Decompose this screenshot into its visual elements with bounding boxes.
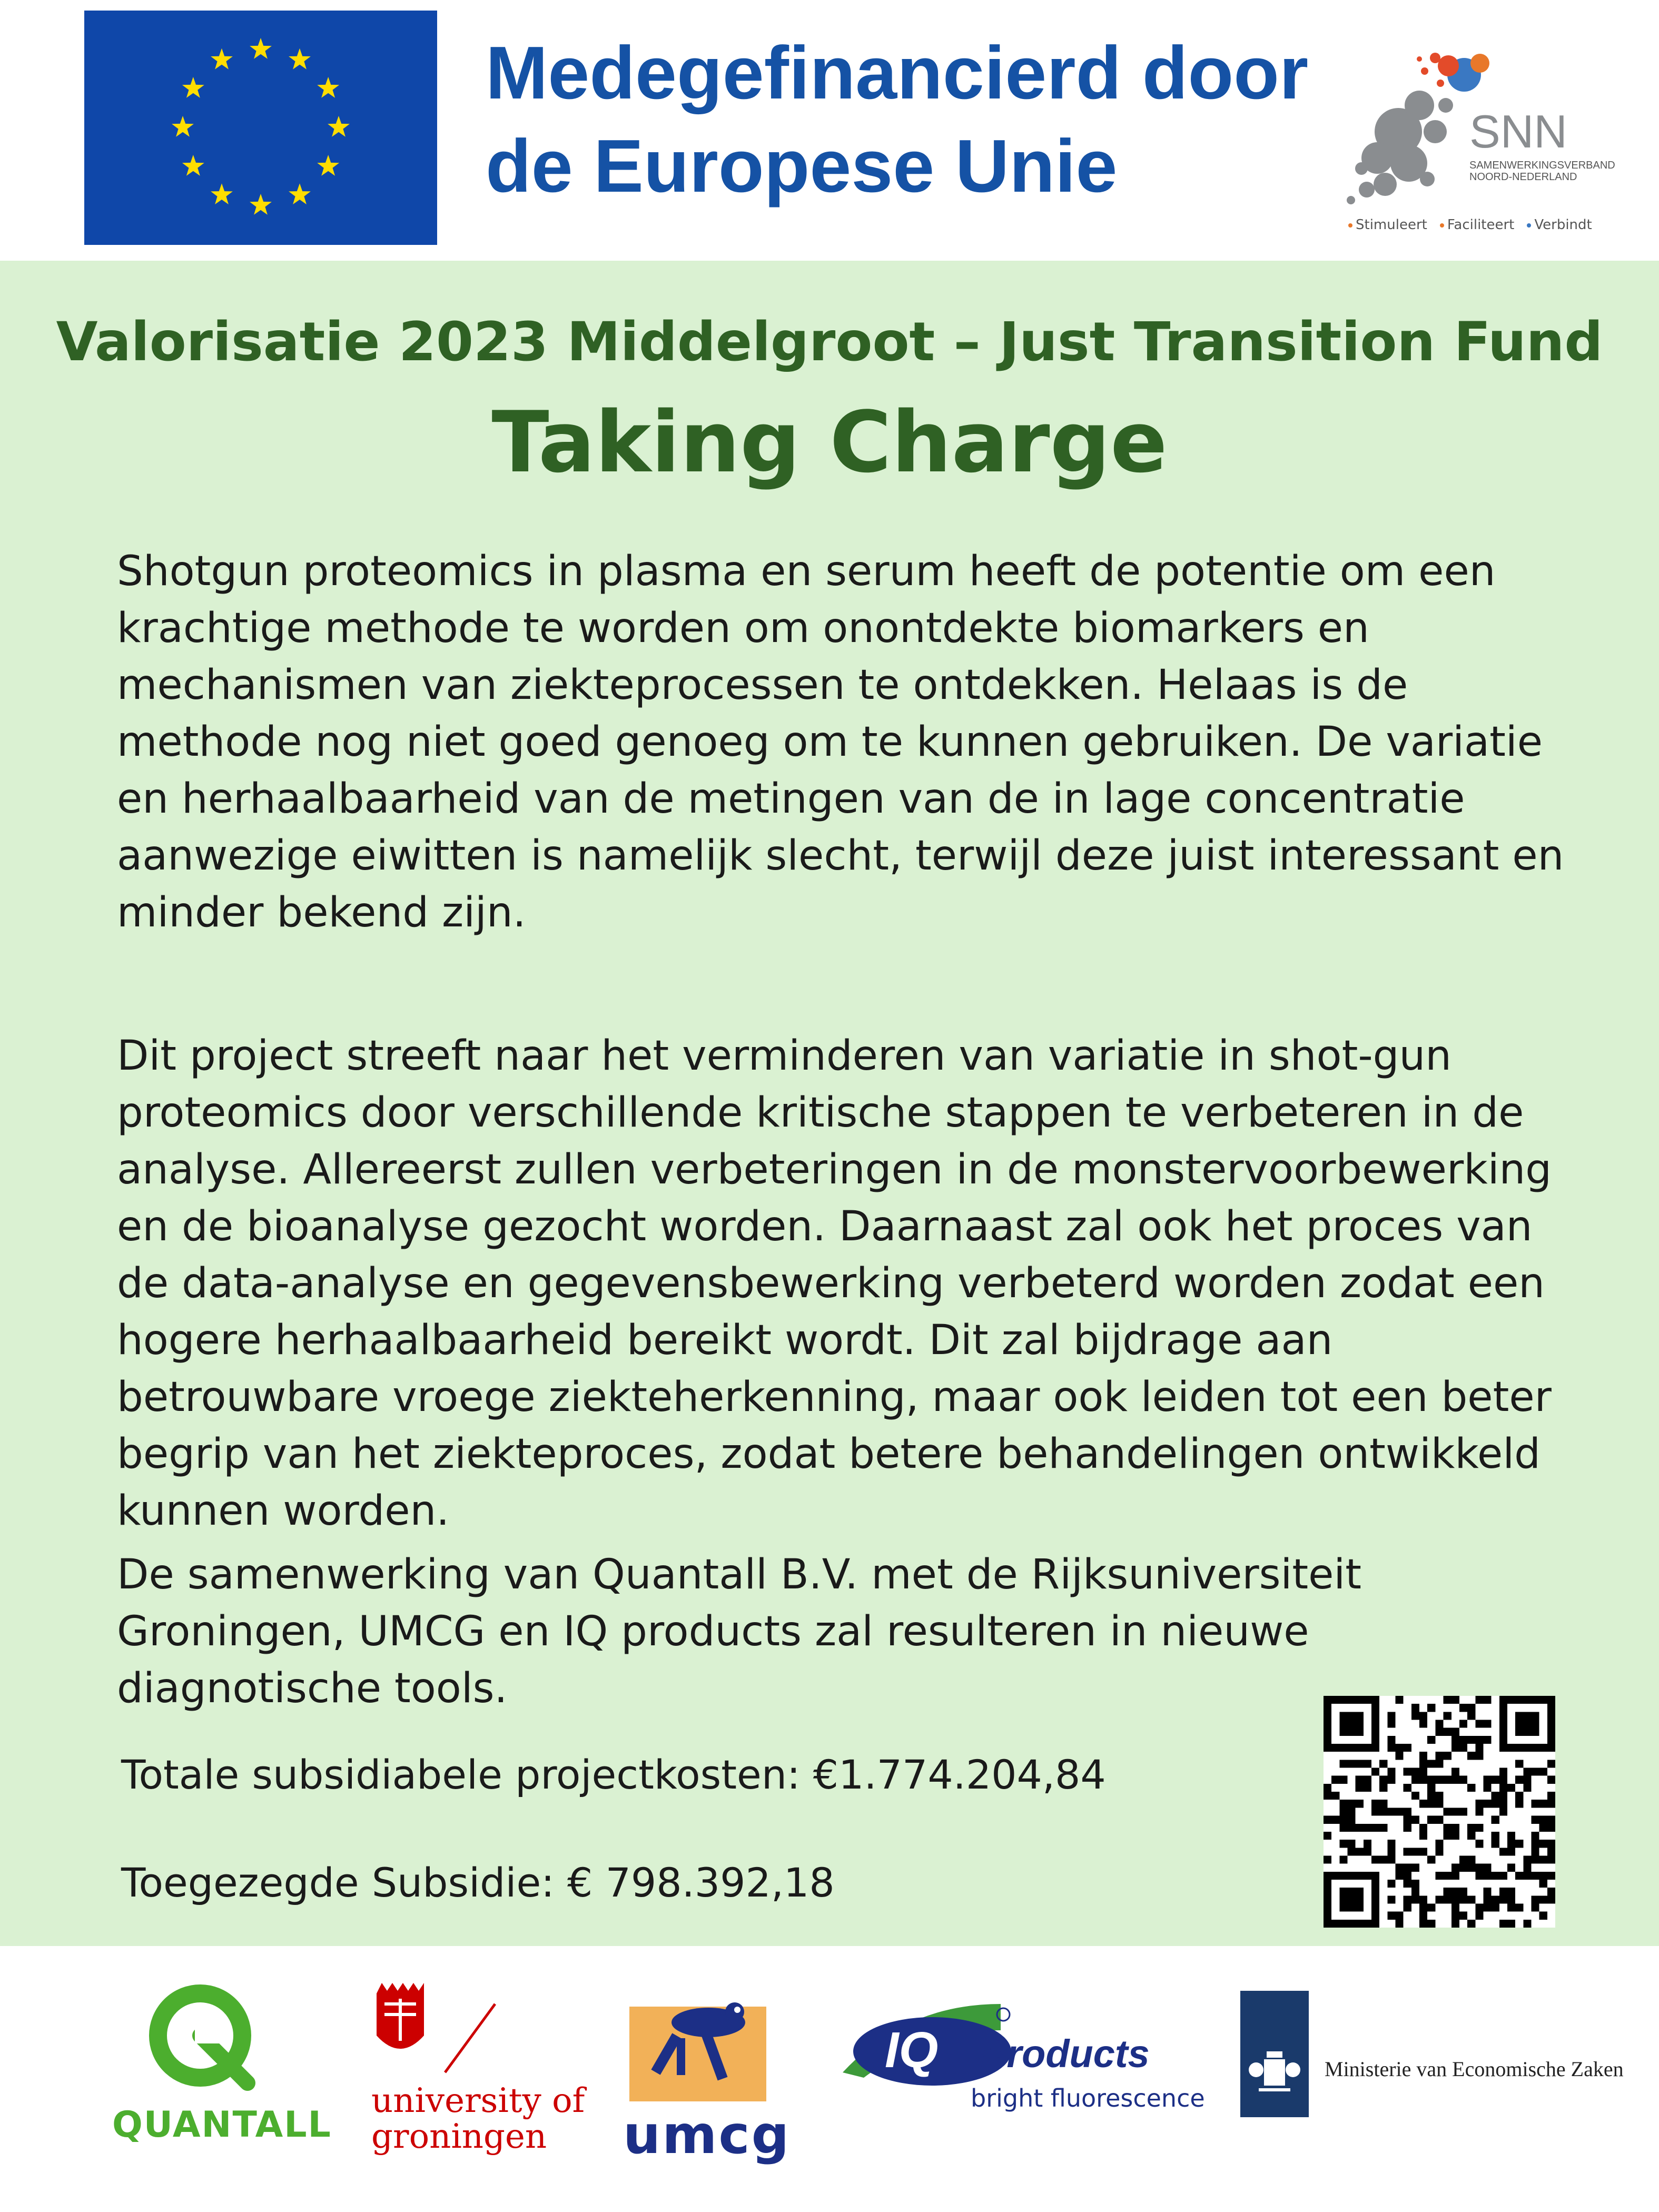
rug-line2: groningen: [371, 2117, 547, 2156]
svg-text:IQ: IQ: [885, 2022, 939, 2078]
snn-tag-faciliteert: Faciliteert: [1440, 217, 1515, 233]
paragraph-intro: Shotgun proteomics in plasma en serum heeft de potentie om een krachtige methode te worden om onontdekte biomarkers en mechanismen van ziekteprocessen te ontdekken. Helaas is de methode nog niet goed genoeg om te kunnen gebruiken. De variatie en herhaalbaarheid van de metingen van de in lage concentratie aanwezige eiwitten is namelijk slecht, terwijl deze juist interessant en minder bekend zijn.: [117, 547, 1564, 936]
content-panel: [0, 261, 1659, 1946]
eu-funding-text: [486, 26, 1402, 213]
snn-tagline: [1348, 217, 1596, 233]
rug-crest-icon: [371, 1983, 508, 2078]
header: [0, 0, 1659, 261]
project-subtitle: Valorisatie 2023 Middelgroot – Just Transition Fund: [56, 311, 1603, 373]
quantall-logo-icon: [147, 1983, 258, 2094]
minez-name: Ministerie van Economische Zaken: [1325, 2057, 1624, 2081]
snn-line2: NOORD-NEDERLAND: [1469, 171, 1577, 183]
iq-products-tagline: bright fluorescence: [971, 2084, 1205, 2112]
qr-code-icon[interactable]: [1324, 1696, 1555, 1928]
rijksoverheid-emblem-icon: [1240, 1991, 1309, 2117]
paragraph-goals: Dit project streeft naar het verminderen van variatie in shot-gun proteomics door verschillende kritische stappen te verbeteren in de analyse. Allereerst zullen verbeteringen in de monstervoorbewerking en de bioanalyse gezocht worden. Daarnaast zal ook het proces van de data-analyse en gegevensbewerking verbeterd worden zodat een hogere herhaalbaarheid bereikt wordt. Dit zal bijdrage aan betrouwbare vroege ziekteherkenning, maar ook leiden tot een beter begrip van het ziekteproces, zodat betere behandelingen ontwikkeld kunnen worden.: [117, 1031, 1552, 1535]
svg-text:Products: Products: [981, 2032, 1150, 2076]
snn-tag-verbindt: Verbindt: [1527, 217, 1592, 233]
eu-funding-line1: Medegefinancierd door: [486, 31, 1309, 115]
rug-line1: university of: [371, 2081, 585, 2120]
iq-products-logo-icon: [843, 1999, 1169, 2088]
project-title: Taking Charge: [491, 393, 1168, 491]
snn-logo: [1335, 42, 1630, 242]
snn-name: SNN: [1469, 105, 1567, 157]
partner-logos: [0, 1946, 1659, 2212]
quantall-name: QUANTALL: [112, 2104, 332, 2146]
total-project-costs: Totale subsidiabele projectkosten: €1.774.204,84: [121, 1751, 1106, 1798]
rug-name: [371, 2083, 585, 2155]
paragraph-partners: De samenwerking van Quantall B.V. met de Rijksuniversiteit Groningen, UMCG en IQ products zal resulteren in nieuwe diagnotische tools.: [117, 1550, 1362, 1712]
umcg-frog-icon: [629, 1975, 787, 2101]
snn-line1: SAMENWERKINGSVERBAND: [1469, 160, 1615, 171]
eu-funding-line2: de Europese Unie: [486, 124, 1118, 208]
snn-tag-stimuleert: Stimuleert: [1348, 217, 1427, 233]
eu-flag-icon: [84, 11, 437, 245]
umcg-name: umcg: [623, 2104, 791, 2166]
granted-subsidy: Toegezegde Subsidie: € 798.392,18: [121, 1859, 835, 1906]
